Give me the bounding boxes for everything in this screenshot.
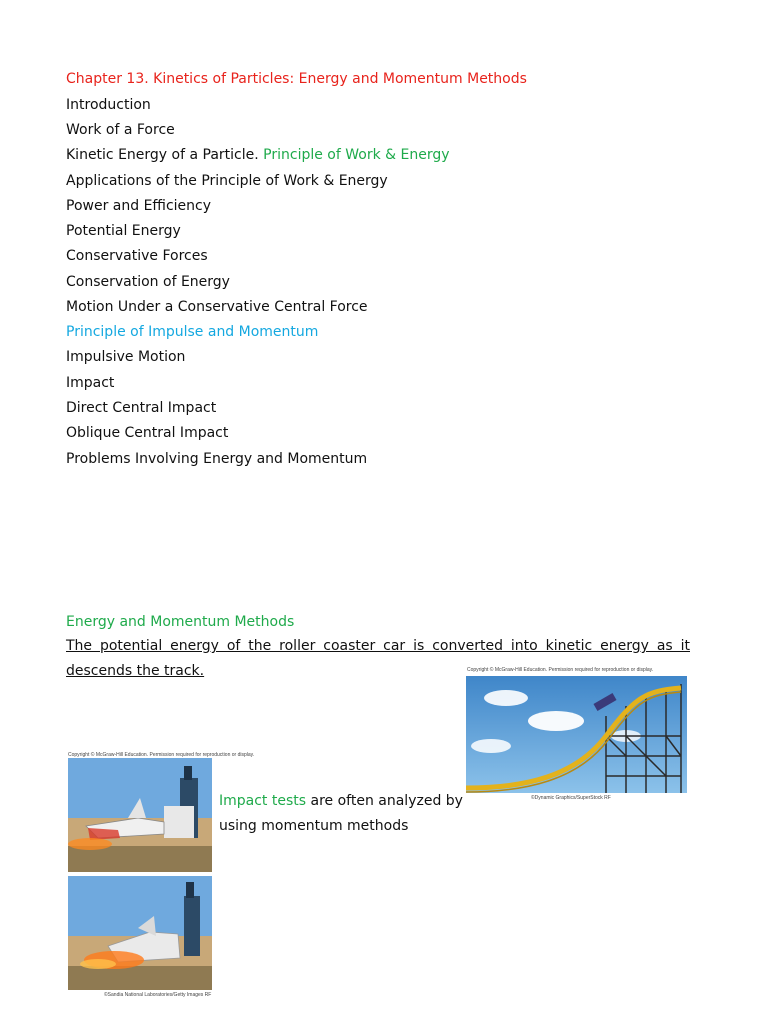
impact-image-1 [68, 758, 212, 872]
toc-item-text: Kinetic Energy of a Particle. [66, 147, 264, 163]
toc-item: Impact [66, 375, 115, 391]
toc-item: Direct Central Impact [66, 400, 217, 416]
roller-coaster-image [466, 676, 687, 793]
roller-coaster-copyright: Copyright © McGraw-Hill Education. Permission required for reproduction or display. [467, 667, 654, 673]
toc-item: Applications of the Principle of Work & Energy [66, 173, 388, 189]
chapter-title: Chapter 13. Kinetics of Particles: Energy and Momentum Methods [66, 71, 527, 87]
roller-coaster-photo [466, 676, 687, 793]
impact-description [219, 789, 464, 839]
toc-item: Work of a Force [66, 122, 175, 138]
impact-rest: are often analyzed by using momentum methods [219, 793, 463, 834]
toc-item [66, 146, 450, 164]
impact-photo-2 [68, 876, 212, 990]
impact-highlight: Impact tests [219, 793, 307, 809]
toc-item: Conservation of Energy [66, 274, 230, 290]
impact-photo-1 [68, 758, 212, 872]
toc-item: Potential Energy [66, 223, 181, 239]
toc-item: Motion Under a Conservative Central Force [66, 299, 368, 315]
intro-paragraph-text: The potential energy of the roller coaster car is converted into kinetic energy as it descends the track. [66, 638, 690, 679]
toc-item: Impulsive Motion [66, 349, 186, 365]
toc-item: Oblique Central Impact [66, 425, 229, 441]
toc-item-impulse: Principle of Impulse and Momentum [66, 324, 319, 340]
toc-item: Conservative Forces [66, 248, 208, 264]
impact-image-2 [68, 876, 212, 990]
section-heading: Energy and Momentum Methods [66, 614, 295, 630]
toc-item-highlight: Principle of Work & Energy [263, 147, 450, 163]
toc-item: Introduction [66, 97, 151, 113]
impact-credit: ©Sandia National Laboratories/Getty Images RF [104, 992, 212, 998]
toc-item: Power and Efficiency [66, 198, 212, 214]
roller-coaster-credit: ©Dynamic Graphics/SuperStock RF [531, 795, 611, 801]
toc-item: Problems Involving Energy and Momentum [66, 451, 368, 467]
impact-copyright: Copyright © McGraw-Hill Education. Permission required for reproduction or display. [68, 752, 255, 758]
